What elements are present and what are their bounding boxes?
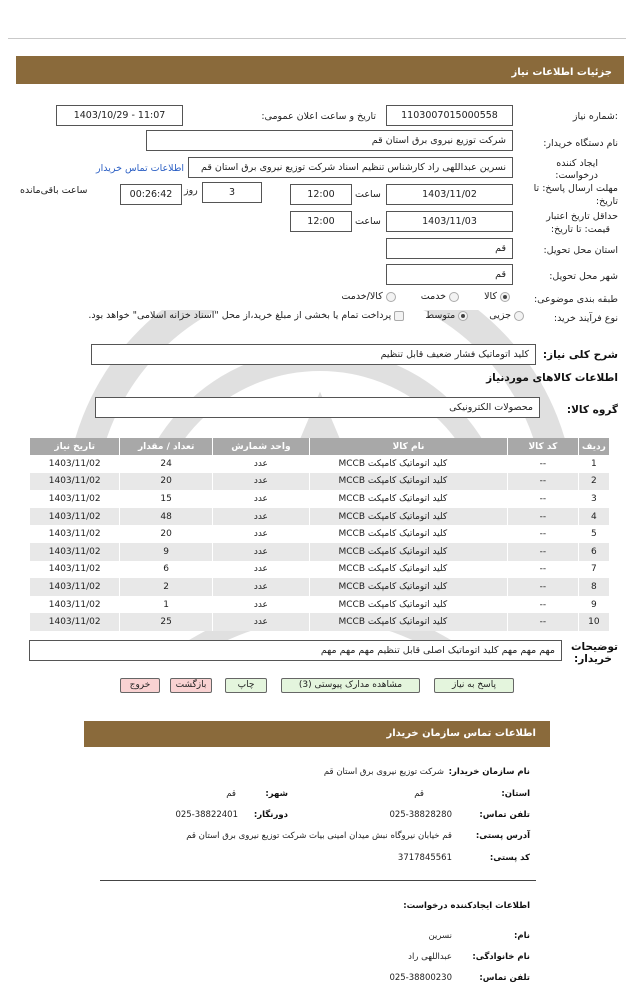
- table-row: [30, 578, 610, 596]
- contact-org-label: نام سازمان خریدار:: [448, 767, 530, 777]
- creator-label-1: ایجاد کننده: [556, 158, 598, 169]
- category-radio-group: [341, 291, 510, 302]
- cell-unit: عدد: [212, 473, 309, 491]
- validity-date-field: 1403/11/03: [386, 211, 513, 232]
- cell-code: --: [508, 561, 579, 579]
- cell-unit: عدد: [212, 613, 309, 631]
- contact-postal-label: کد پستی:: [489, 853, 530, 863]
- cell-date: 1403/11/02: [30, 613, 120, 631]
- province-field: قم: [386, 238, 513, 259]
- cell-qty: 20: [120, 525, 213, 543]
- buyer-contact-link[interactable]: اطلاعات تماس خریدار: [96, 163, 185, 174]
- cell-code: --: [508, 455, 579, 473]
- cell-unit: عدد: [212, 525, 309, 543]
- contact-address-label: آدرس پستی:: [475, 831, 530, 841]
- cell-qty: 25: [120, 613, 213, 631]
- deadline-time-label: ساعت: [355, 189, 381, 200]
- cell-unit: عدد: [212, 578, 309, 596]
- group-field: محصولات الکترونیکی: [95, 397, 540, 418]
- contact-divider: [100, 880, 536, 881]
- cell-row: 9: [578, 596, 609, 614]
- group-label: گروه کالا:: [566, 404, 618, 416]
- cell-date: 1403/11/02: [30, 525, 120, 543]
- cell-qty: 24: [120, 455, 213, 473]
- table-row: [30, 490, 610, 508]
- cell-date: 1403/11/02: [30, 473, 120, 491]
- notes-label-1: توضیحات: [570, 641, 618, 653]
- creator-label-2: درخواست:: [555, 170, 598, 181]
- table-row: [30, 596, 610, 614]
- cell-qty: 20: [120, 473, 213, 491]
- process-option-medium: متوسط: [425, 310, 456, 321]
- cell-date: 1403/11/02: [30, 543, 120, 561]
- page-header: جزئیات اطلاعات نیاز: [16, 56, 624, 84]
- table-row: [30, 455, 610, 473]
- cell-qty: 2: [120, 578, 213, 596]
- payment-checkbox[interactable]: [394, 311, 404, 321]
- cell-row: 1: [578, 455, 609, 473]
- cell-row: 2: [578, 473, 609, 491]
- cell-code: --: [508, 473, 579, 491]
- cell-name: کلید اتوماتیک کامپکت MCCB: [309, 508, 507, 526]
- deadline-label-1: مهلت ارسال پاسخ: تا: [533, 183, 618, 194]
- days-label: روز: [184, 185, 198, 196]
- need-number-label: شماره نیاز:: [572, 111, 618, 122]
- process-radio-medium[interactable]: [458, 311, 468, 321]
- print-button[interactable]: چاپ: [225, 678, 267, 693]
- need-number-field: 1103007015000558: [386, 105, 513, 126]
- table-row: [30, 613, 610, 631]
- cell-row: 7: [578, 561, 609, 579]
- cell-code: --: [508, 613, 579, 631]
- cell-name: کلید اتوماتیک کامپکت MCCB: [309, 473, 507, 491]
- cell-name: کلید اتوماتیک کامپکت MCCB: [309, 613, 507, 631]
- validity-time-label: ساعت: [355, 216, 381, 227]
- contact-header: اطلاعات تماس سازمان خریدار: [84, 721, 550, 747]
- cell-unit: عدد: [212, 543, 309, 561]
- cell-qty: 1: [120, 596, 213, 614]
- col-row: ردیف: [578, 438, 609, 455]
- province-label: استان محل تحویل:: [543, 245, 618, 256]
- cell-row: 8: [578, 578, 609, 596]
- creator-family-label: نام خانوادگی:: [472, 952, 530, 962]
- col-name: نام کالا: [309, 438, 507, 455]
- deadline-date-field: 1403/11/02: [386, 184, 513, 205]
- validity-time-field: 12:00: [290, 211, 352, 232]
- table-row: [30, 561, 610, 579]
- cell-name: کلید اتوماتیک کامپکت MCCB: [309, 596, 507, 614]
- cell-name: کلید اتوماتیک کامپکت MCCB: [309, 455, 507, 473]
- remaining-time-field: 00:26:42: [120, 184, 182, 205]
- creator-info-title: اطلاعات ایجادکننده درخواست:: [403, 901, 530, 911]
- table-row: [30, 508, 610, 526]
- category-label: طبقه بندی موضوعی:: [533, 294, 618, 305]
- contact-phone-label: تلفن تماس:: [479, 810, 530, 820]
- cell-row: 6: [578, 543, 609, 561]
- cell-date: 1403/11/02: [30, 578, 120, 596]
- deadline-label-2: تاریخ:: [595, 196, 618, 207]
- cell-row: 10: [578, 613, 609, 631]
- table-row: [30, 473, 610, 491]
- validity-label-2: قیمت: تا تاریخ:: [550, 224, 610, 235]
- top-divider: [8, 38, 626, 39]
- category-radio-service[interactable]: [449, 292, 459, 302]
- buyer-org-label: نام دستگاه خریدار:: [543, 138, 618, 149]
- contact-fax-value: 025-38822401: [175, 810, 238, 820]
- creator-field: نسرین عبداللهی راد کارشناس تنظیم اسناد شرکت توزیع نیروی برق استان قم: [188, 157, 513, 178]
- payment-note: پرداخت تمام یا بخشی از مبلغ خرید،از محل "اسناد خزانه اسلامی" خواهد بود.: [88, 310, 392, 321]
- contact-postal-value: 3717845561: [397, 853, 452, 863]
- cell-name: کلید اتوماتیک کامپکت MCCB: [309, 525, 507, 543]
- cell-name: کلید اتوماتیک کامپکت MCCB: [309, 561, 507, 579]
- cell-date: 1403/11/02: [30, 596, 120, 614]
- contact-phone-value: 025-38828280: [389, 810, 452, 820]
- cell-unit: عدد: [212, 508, 309, 526]
- city-label: شهر محل تحویل:: [549, 271, 618, 282]
- notes-label-2: خریدار:: [574, 653, 612, 665]
- cell-code: --: [508, 543, 579, 561]
- summary-field: کلید اتوماتیک فشار ضعیف قابل تنظیم: [91, 344, 536, 365]
- reply-button[interactable]: پاسخ به نیاز: [434, 678, 514, 693]
- col-qty: تعداد / مقدار: [120, 438, 213, 455]
- contact-org-value: شرکت توزیع نیروی برق استان قم: [323, 767, 444, 777]
- days-field: 3: [202, 182, 262, 203]
- cell-code: --: [508, 525, 579, 543]
- process-label: نوع فرآیند خرید:: [553, 313, 618, 324]
- cell-name: کلید اتوماتیک کامپکت MCCB: [309, 543, 507, 561]
- category-radio-goods-service[interactable]: [386, 292, 396, 302]
- contact-address-value: قم خیابان نیروگاه نبش میدان امینی بیات شرکت توزیع نیروی برق استان قم: [186, 831, 452, 841]
- cell-unit: عدد: [212, 455, 309, 473]
- cell-date: 1403/11/02: [30, 508, 120, 526]
- category-option-service: خدمت: [420, 291, 447, 302]
- exit-button[interactable]: خروج: [120, 678, 160, 693]
- category-option-goods: کالا: [484, 291, 497, 302]
- table-row: [30, 525, 610, 543]
- city-field: قم: [386, 264, 513, 285]
- cell-code: --: [508, 508, 579, 526]
- creator-phone-value: 025-38800230: [389, 973, 452, 983]
- cell-row: 4: [578, 508, 609, 526]
- creator-phone-label: تلفن تماس:: [479, 973, 530, 983]
- cell-row: 3: [578, 490, 609, 508]
- items-table: [29, 438, 609, 631]
- summary-label: شرح کلی نیاز:: [542, 349, 618, 361]
- cell-unit: عدد: [212, 596, 309, 614]
- cell-row: 5: [578, 525, 609, 543]
- attachments-button[interactable]: مشاهده مدارک پیوستی (3): [281, 678, 420, 693]
- back-button[interactable]: بازگشت: [170, 678, 212, 693]
- cell-name: کلید اتوماتیک کامپکت MCCB: [309, 578, 507, 596]
- cell-qty: 6: [120, 561, 213, 579]
- col-date: تاریخ نیاز: [30, 438, 120, 455]
- col-code: کد کالا: [508, 438, 579, 455]
- buyer-org-field: شرکت توزیع نیروی برق استان قم: [146, 130, 513, 151]
- cell-unit: عدد: [212, 490, 309, 508]
- cell-unit: عدد: [212, 561, 309, 579]
- validity-label-1: حداقل تاریخ اعتبار: [546, 211, 618, 222]
- cell-name: کلید اتوماتیک کامپکت MCCB: [309, 490, 507, 508]
- remaining-label: ساعت باقی‌مانده: [20, 185, 88, 196]
- col-unit: واحد شمارش: [212, 438, 309, 455]
- cell-code: --: [508, 596, 579, 614]
- cell-qty: 15: [120, 490, 213, 508]
- announce-field: 1403/10/29 - 11:07: [56, 105, 183, 126]
- cell-date: 1403/11/02: [30, 561, 120, 579]
- cell-code: --: [508, 490, 579, 508]
- creator-name-label: نام:: [513, 931, 530, 941]
- contact-city-value: قم: [226, 789, 236, 799]
- contact-city-label: شهر:: [265, 789, 288, 799]
- category-radio-goods[interactable]: [500, 292, 510, 302]
- contact-province-value: قم: [414, 789, 424, 799]
- cell-code: --: [508, 578, 579, 596]
- process-radio-partial[interactable]: [514, 311, 524, 321]
- notes-field: مهم مهم مهم کلید اتوماتیک اصلی قابل تنظیم مهم مهم مهم: [29, 640, 562, 661]
- contact-fax-label: دورنگار:: [253, 810, 288, 820]
- cell-date: 1403/11/02: [30, 490, 120, 508]
- announce-label: تاریخ و ساعت اعلان عمومی:: [261, 111, 376, 122]
- deadline-time-field: 12:00: [290, 184, 352, 205]
- table-row: [30, 543, 610, 561]
- cell-qty: 48: [120, 508, 213, 526]
- creator-family-value: عبداللهی راد: [408, 952, 452, 962]
- process-option-partial: جزیی: [489, 310, 511, 321]
- creator-name-value: نسرین: [428, 931, 452, 941]
- goods-info-title: اطلاعات کالاهای موردنیاز: [486, 372, 618, 384]
- cell-date: 1403/11/02: [30, 455, 120, 473]
- contact-province-label: استان:: [501, 789, 530, 799]
- process-radio-group: [88, 310, 524, 321]
- category-option-goods-service: کالا/خدمت: [341, 291, 383, 302]
- cell-qty: 9: [120, 543, 213, 561]
- table-header-row: [30, 438, 610, 455]
